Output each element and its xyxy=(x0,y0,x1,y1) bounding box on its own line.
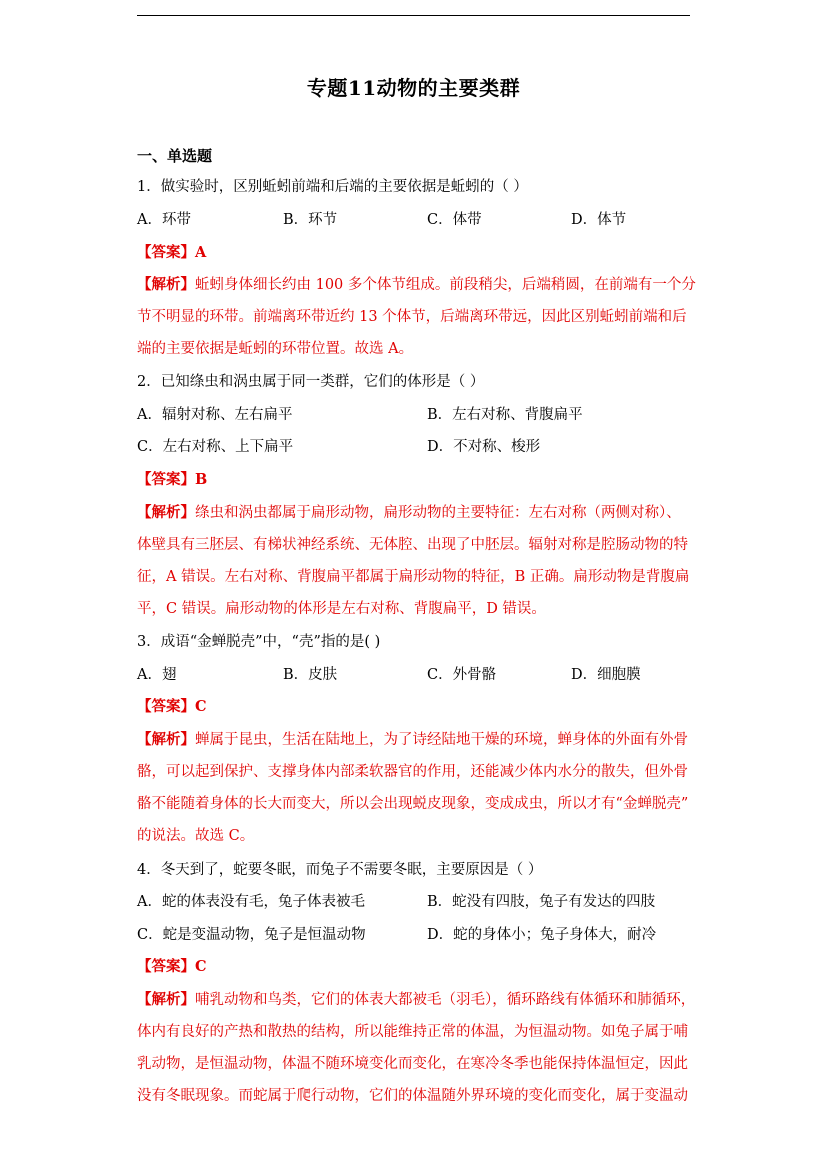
explanation-3-line-2: 骼，可以起到保护、支撑身体内部柔软器官的作用，还能减少体内水分的散失，但外骨 xyxy=(137,764,688,780)
explanation-label: 【解析】 xyxy=(137,731,195,748)
answer-1: 【答案】A xyxy=(137,244,207,261)
explanation-text: 蚯蚓身体细长约由 100 多个体节组成。前段稍尖，后端稍圆，在前端有一个分 xyxy=(195,277,696,293)
explanation-1-line-1 xyxy=(137,275,696,295)
option-c: C．蛇是变温动物，兔子是恒温动物 xyxy=(137,927,366,943)
option-b: B．环节 xyxy=(283,212,338,228)
option-d: D．细胞膜 xyxy=(571,667,641,683)
option-b: B．左右对称、背腹扁平 xyxy=(427,407,583,423)
explanation-2-line-1 xyxy=(137,503,681,523)
option-d: D．蛇的身体小；兔子身体大，耐冷 xyxy=(427,927,657,943)
header-rule xyxy=(137,15,690,16)
explanation-text: 哺乳动物和鸟类，它们的体表大都被毛（羽毛），循环路线有体循环和肺循环， xyxy=(195,992,696,1008)
section-heading: 一、单选题 xyxy=(137,147,213,165)
explanation-label: 【解析】 xyxy=(137,276,195,293)
option-d: D．不对称、梭形 xyxy=(427,439,541,455)
option-c: C．外骨骼 xyxy=(427,667,497,683)
explanation-4-line-4: 没有冬眠现象。而蛇属于爬行动物，它们的体温随外界环境的变化而变化，属于变温动 xyxy=(137,1088,688,1104)
option-c: C．体带 xyxy=(427,212,482,228)
option-a: A．蛇的体表没有毛，兔子体表被毛 xyxy=(137,894,365,910)
explanation-3-line-3: 骼不能随着身体的长大而变大，所以会出现蜕皮现象，变成成虫，所以才有“金蝉脱壳” xyxy=(137,796,689,812)
explanation-2-line-3: 征，A 错误。左右对称、背腹扁平都属于扁形动物的特征，B 正确。扁形动物是背腹扁 xyxy=(137,569,690,585)
option-a: A．辐射对称、左右扁平 xyxy=(137,407,293,423)
question-4-stem: 4．冬天到了，蛇要冬眠，而兔子不需要冬眠，主要原因是（ ） xyxy=(137,862,543,878)
explanation-2-line-2: 体壁具有三胚层、有梯状神经系统、无体腔、出现了中胚层。辐射对称是腔肠动物的特 xyxy=(137,537,688,553)
answer-4: 【答案】C xyxy=(137,958,207,975)
explanation-4-line-3: 乳动物，是恒温动物，体温不随环境变化而变化，在寒冷冬季也能保持体温恒定，因此 xyxy=(137,1056,688,1072)
question-3-stem: 3．成语“金蝉脱壳”中，“壳”指的是( ) xyxy=(137,634,381,650)
option-d: D．体节 xyxy=(571,212,627,228)
question-1-stem: 1．做实验时，区别蚯蚓前端和后端的主要依据是蚯蚓的（ ） xyxy=(137,179,528,195)
explanation-label: 【解析】 xyxy=(137,991,195,1008)
answer-2: 【答案】B xyxy=(137,471,208,488)
option-c: C．左右对称、上下扁平 xyxy=(137,439,294,455)
explanation-1-line-2: 节不明显的环带。前端离环带近约 13 个体节，后端离环带远，因此区别蚯蚓前端和后 xyxy=(137,309,687,325)
option-a: A．环带 xyxy=(137,212,191,228)
explanation-3-line-1 xyxy=(137,730,688,750)
explanation-text: 绦虫和涡虫都属于扁形动物，扁形动物的主要特征：左右对称（两侧对称）、 xyxy=(195,505,681,521)
page-title: 专题11动物的主要类群 xyxy=(306,76,521,100)
answer-3: 【答案】C xyxy=(137,698,207,715)
explanation-4-line-2: 体内有良好的产热和散热的结构，所以能维持正常的体温，为恒温动物。如兔子属于哺 xyxy=(137,1024,688,1040)
explanation-text: 蝉属于昆虫，生活在陆地上，为了诗经陆地干燥的环境，蝉身体的外面有外骨 xyxy=(195,732,688,748)
option-a: A．翅 xyxy=(137,667,177,683)
explanation-3-line-4: 的说法。故选 C。 xyxy=(137,828,255,844)
explanation-label: 【解析】 xyxy=(137,504,195,521)
question-2-stem: 2．已知绦虫和涡虫属于同一类群，它们的体形是（ ） xyxy=(137,374,485,390)
explanation-2-line-4: 平，C 错误。扁形动物的体形是左右对称、背腹扁平，D 错误。 xyxy=(137,601,546,617)
explanation-4-line-1 xyxy=(137,990,695,1010)
explanation-1-line-3: 端的主要依据是蚯蚓的环带位置。故选 A。 xyxy=(137,341,414,357)
option-b: B．蛇没有四肢，兔子有发达的四肢 xyxy=(427,894,656,910)
option-b: B．皮肤 xyxy=(283,667,338,683)
